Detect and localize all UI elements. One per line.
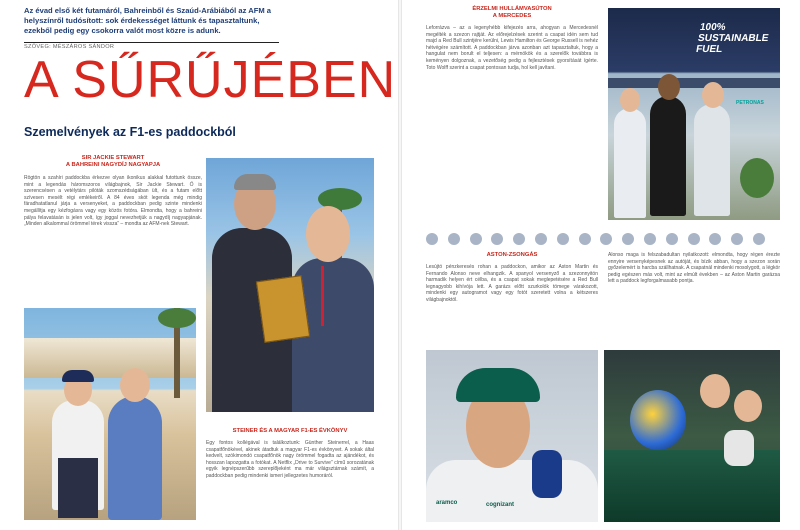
head-mechanic-1 bbox=[700, 374, 730, 408]
dot bbox=[513, 233, 525, 245]
building-canopy bbox=[24, 338, 196, 378]
person-engineer bbox=[614, 108, 646, 218]
photo-stewart bbox=[24, 308, 196, 520]
byline: SZÖVEG: MÉSZÁROS SÁNDOR bbox=[24, 42, 279, 50]
glove bbox=[724, 430, 754, 466]
section-heading: SIR JACKIE STEWART A BAHREINI NAGYDÍJ NAGYAPJA bbox=[65, 155, 161, 168]
dot bbox=[622, 233, 634, 245]
section-body: Egy fontos kollégával is találkoztunk: Günther Steinerrel, a Haas csapatfőnökével, akinek átadtuk a magyar F1-es évkönyvet. A sokak által kedvelt, szókimondó csapatfőnök nagy örömmel fogadta az ajándékot, és hosszan lapozgatta a fotókat. A Netflix „Drive to Survive” című sorozatának egyik legnépszerűbb szereplőjeként ma már világsztárnak számít, a paddockban pedig mindenki ismeri jellegzetes humoráról. bbox=[206, 440, 374, 479]
section-mercedes bbox=[426, 6, 598, 71]
stewart-trousers bbox=[58, 458, 98, 518]
photo-mercedes-team bbox=[608, 8, 780, 220]
fuel-banner: 100% SUSTAINABLE FUEL bbox=[695, 22, 770, 55]
section-body: Alonso maga is felszabadultan nyilatkozott: elmondta, hogy régen érezte ennyire versenyképesnek az autóját, és bízik abban, hogy a szezon során győzelemért is harcba szállhatnak. A csapatnál mindenki mosolygott, a légkör pedig egészen más volt, mint az elmúlt években – az Aston Martin garázsa lett a paddock legforgalmasabb pontja. bbox=[608, 252, 780, 285]
palm-left-fronds bbox=[158, 308, 196, 328]
lanyard bbox=[321, 266, 324, 326]
head-crew bbox=[702, 82, 724, 108]
dot bbox=[731, 233, 743, 245]
person-author-2 bbox=[108, 396, 162, 520]
section-heading: STEINER ÉS A MAGYAR F1-ES ÉVKÖNYV bbox=[232, 428, 348, 434]
lead-paragraph: Az évad első két futamáról, Bahreinből és Szaúd-Arábiából az AFM a helyszínről tudósított: sok érdekességet láttunk és tapasztaltunk, ezekből pedig egy csokorra valót most közre is adunk. bbox=[24, 6, 271, 35]
microphone bbox=[532, 450, 562, 498]
section-stewart bbox=[24, 155, 202, 228]
photo-steiner bbox=[206, 158, 374, 412]
decorative-dots bbox=[426, 232, 780, 244]
cognizant-logo: cognizant bbox=[486, 502, 514, 508]
head-author-2 bbox=[120, 368, 150, 402]
dot bbox=[426, 233, 438, 245]
dot bbox=[535, 233, 547, 245]
article-title: A SŰRŰJÉBEN bbox=[24, 51, 397, 109]
dot bbox=[644, 233, 656, 245]
alonso-cap bbox=[456, 368, 540, 402]
dot bbox=[688, 233, 700, 245]
section-aston-continued bbox=[608, 252, 780, 285]
section-heading: ÉRZELMI HULLÁMVASÚTON A MERCEDES bbox=[472, 6, 552, 19]
yearbook bbox=[256, 275, 310, 343]
section-heading: ASTON-ZSONGÁS bbox=[486, 252, 538, 258]
dot bbox=[666, 233, 678, 245]
head-author bbox=[306, 206, 350, 262]
helmet bbox=[630, 390, 686, 450]
head-engineer bbox=[620, 88, 640, 112]
section-steiner bbox=[206, 428, 374, 480]
stewart-cap bbox=[62, 370, 94, 382]
aramco-logo: aramco bbox=[436, 500, 458, 506]
section-aston bbox=[426, 252, 598, 304]
fence bbox=[608, 78, 780, 88]
dot bbox=[753, 233, 765, 245]
petronas-logo: PETRONAS bbox=[736, 100, 764, 106]
dot bbox=[448, 233, 460, 245]
dot bbox=[470, 233, 482, 245]
person-crew bbox=[694, 104, 730, 216]
head-mechanic-2 bbox=[734, 390, 762, 422]
dot bbox=[579, 233, 591, 245]
dot bbox=[709, 233, 721, 245]
person-hamilton bbox=[650, 96, 686, 216]
head-hamilton bbox=[658, 74, 680, 100]
section-body: Rögtön a szahíri paddockba érkezve olyan ikonikus alakkal futottunk össze, mint a legendás háromszoros világbajnok, Sir Jackie Stewart. Ő is szerencsésen a vetélytárs pilóták szomszédságában ült, és a futam előtt szívesen mesélt régi emlékeiről. A 84 éves skót legenda még mindig fáradhatatlanul járja a versenyeket, a paddockban pedig szinte mindenki megállítja egy kézfogásra vagy egy közös fotóra. Elmondta, hogy a bahreini pálya felavatásán is jelen volt, így joggal nevezhetjük a nagydíj nagyapjának. „Minden alkalommal örömmel térek vissza” – mondta az AFM-nek Stewart. bbox=[24, 175, 202, 228]
dot bbox=[600, 233, 612, 245]
dot bbox=[557, 233, 569, 245]
section-body: Lesújtó pénzkeresés rohan a paddockon, amikor az Aston Martin és Fernando Alonso neve elhangzik. A spanyol versenyző a szezonnyitón harmadik helyen ért célba, és a csapat sokak meglepetésére a Red Bull legnagyobb kihívója lett. A garázs előtt szurkolók tömege várakozott, mindenki egy autogramot vagy egy fotót szeretett volna a kétszeres világbajnoktól. bbox=[426, 264, 598, 303]
crowd-arms bbox=[604, 450, 780, 522]
plant-pot bbox=[740, 158, 774, 198]
section-body: Leforrázva – az a legenyhébb kifejezés arra, ahogyan a Mercedesnél megélték a szezon rajtját. Az előrejelzések szerint a csapat idén sem tud majd a Red Bull szintjére kerülni, Lewis Hamilton és George Russell is nehéz hétvégére számított. A paddockban járva azonban azt tapasztaltuk, hogy a hangulat nem borult el teljesen: a mérnökök és a szerelők továbbra is keményen dolgoznak, a vezetőség pedig a fejlesztések gyorsítását ígérte. Toto Wolff szerint a csapat pontosan tudja, hol kell javítani. bbox=[426, 25, 598, 71]
page-gutter bbox=[398, 0, 402, 530]
article-subtitle: Szemelvények az F1-es paddockból bbox=[24, 125, 236, 139]
hair-steiner bbox=[234, 174, 276, 190]
dot bbox=[491, 233, 503, 245]
photo-aston-crowd bbox=[604, 350, 780, 522]
alonso-shirt bbox=[426, 460, 598, 522]
photo-alonso bbox=[426, 350, 598, 522]
